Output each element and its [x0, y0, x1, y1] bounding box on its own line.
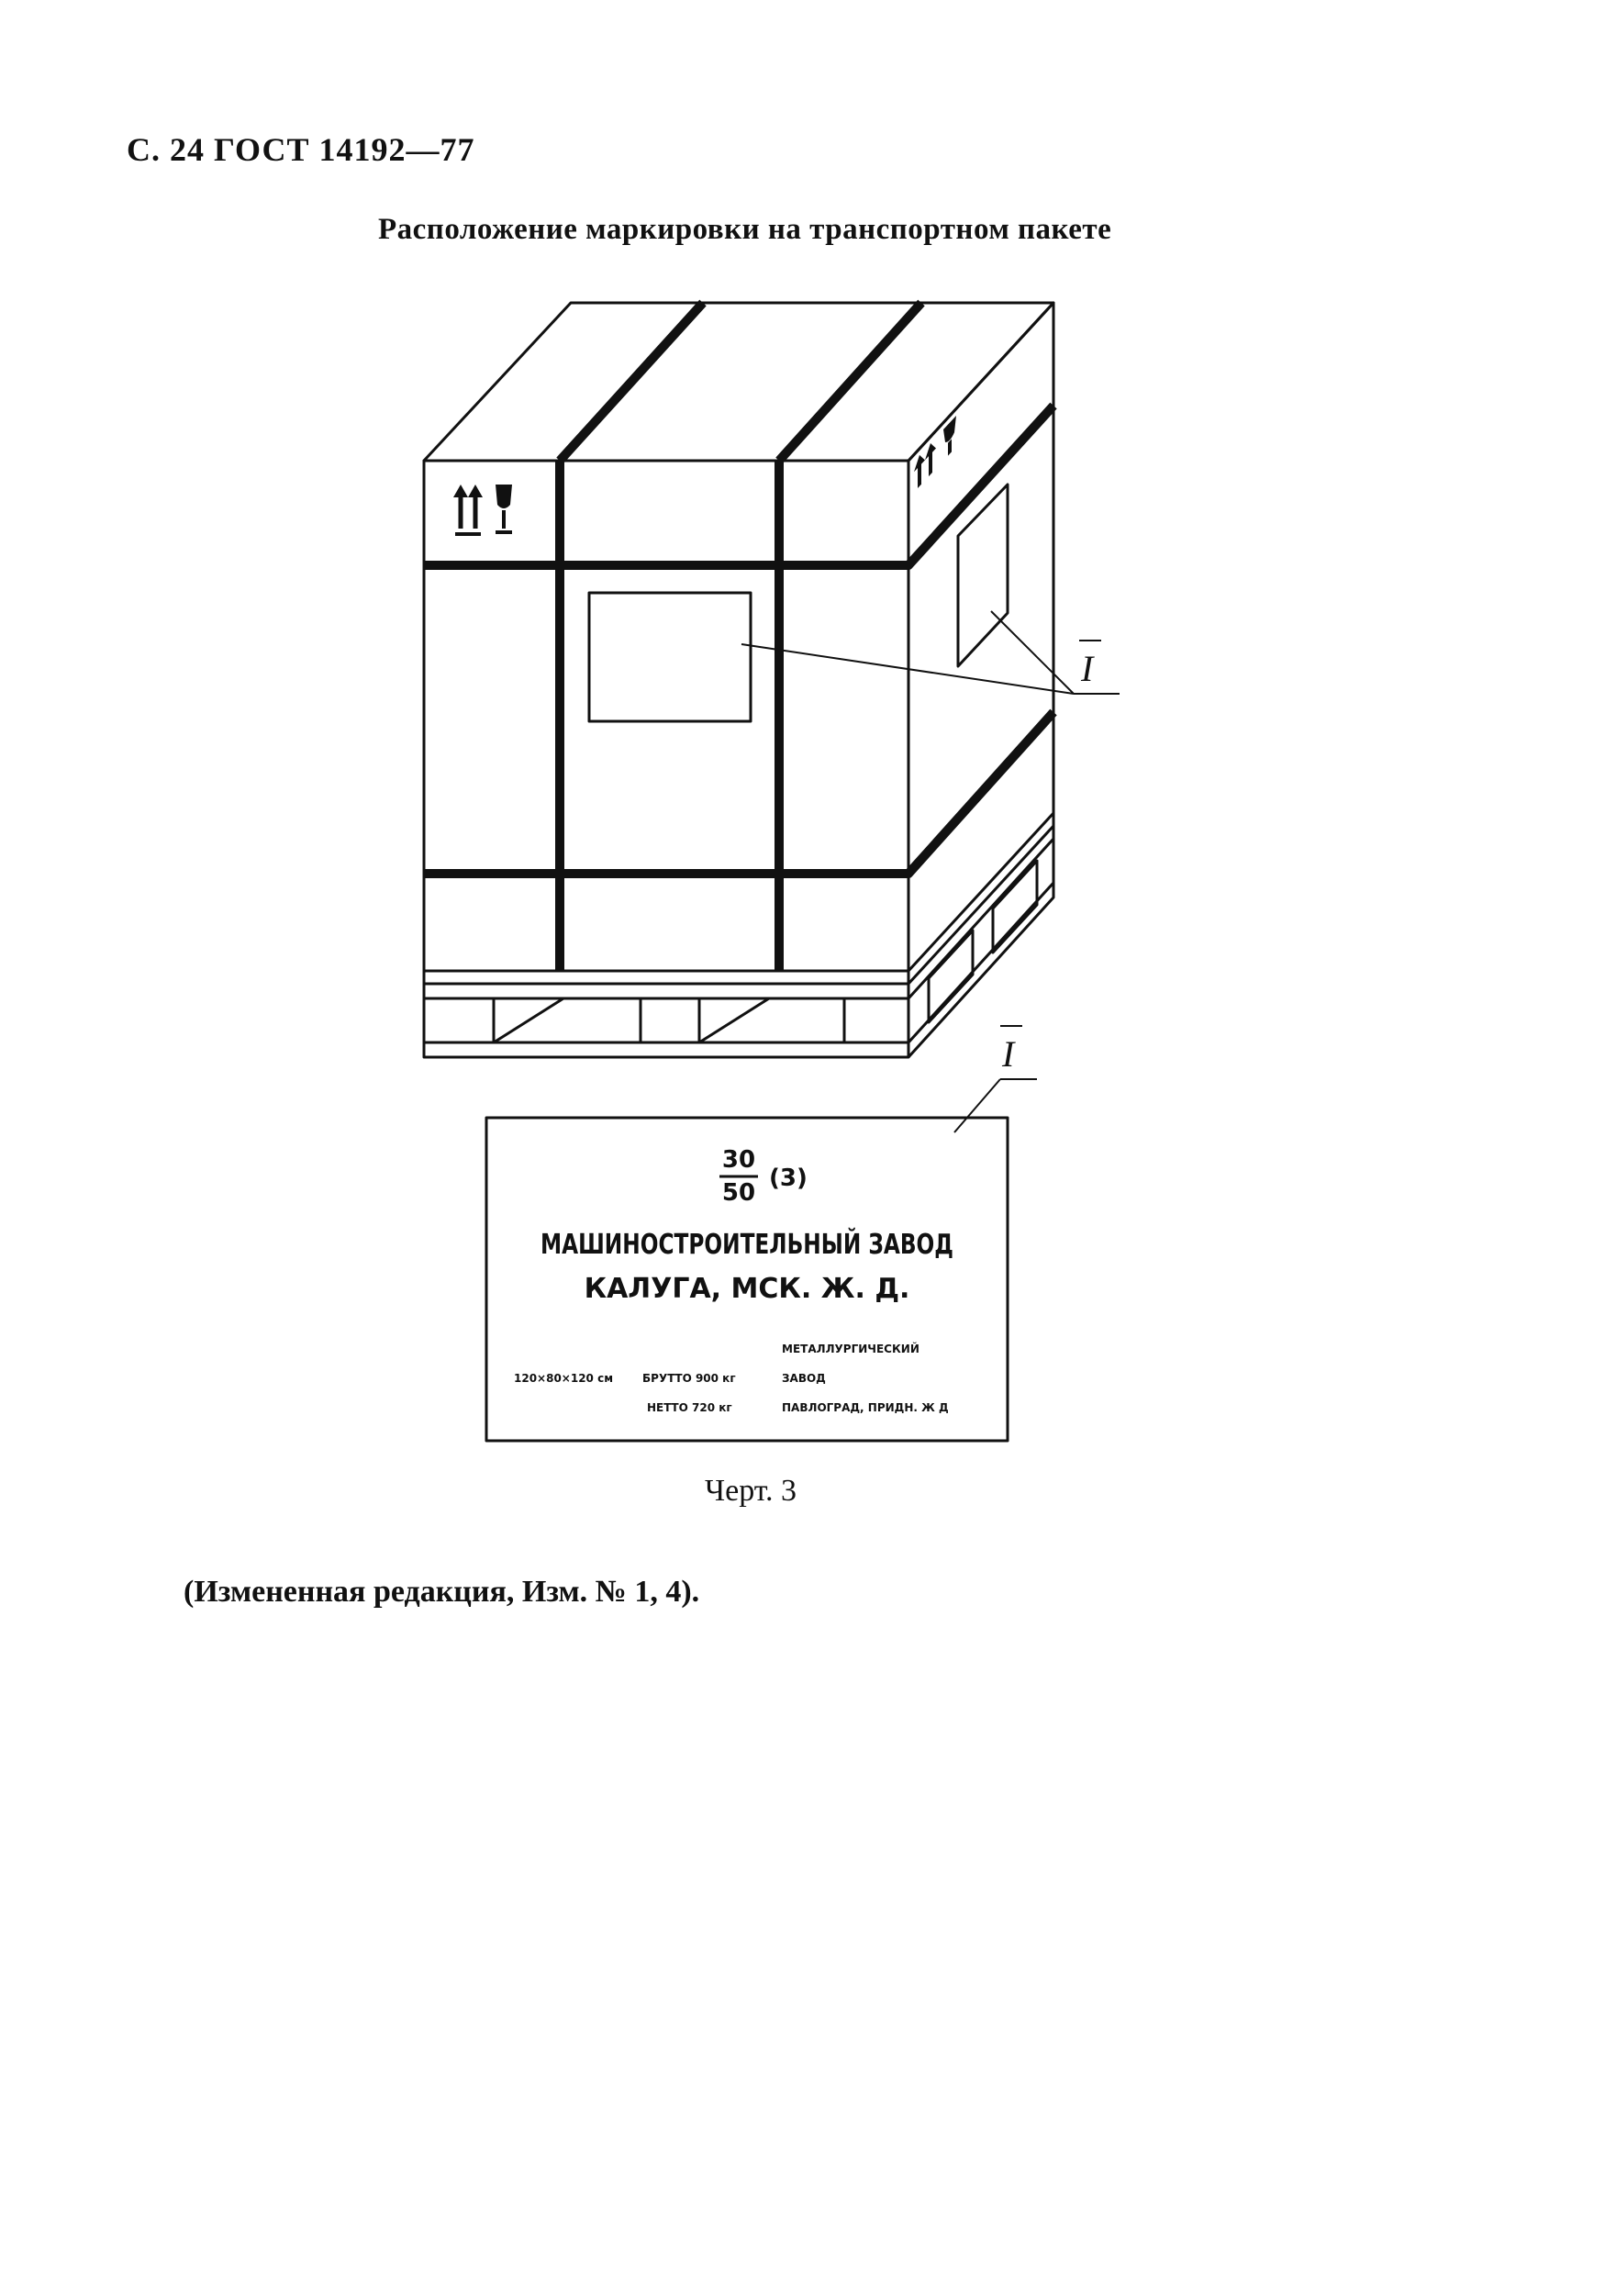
fraction-top: 30 — [721, 1146, 756, 1174]
package-dimensions: 120×80×120 см — [514, 1372, 614, 1385]
figure-title: Расположение маркировки на транспортном пакете — [378, 213, 1112, 246]
sender-name-line1: МЕТАЛЛУРГИЧЕСКИЙ — [782, 1343, 919, 1355]
fragile-glass-icon — [496, 485, 512, 532]
handling-marks-side — [914, 416, 956, 492]
page-header: С. 24 ГОСТ 14192—77 — [127, 131, 475, 168]
gross-weight: БРУТТО 900 кг — [642, 1372, 736, 1385]
this-way-up-icon — [914, 438, 936, 493]
callout-label: I — [1002, 1033, 1015, 1075]
consignee-name: МАШИНОСТРОИТЕЛЬНЫЙ ЗАВОД — [541, 1229, 1075, 1261]
consignee-station: КАЛУГА, МСК. Ж. Д. — [584, 1273, 910, 1305]
fraction-suffix: (3) — [769, 1165, 808, 1192]
figure-caption: Черт. 3 — [705, 1474, 797, 1508]
callout-label: I — [1081, 648, 1094, 689]
pallet — [424, 813, 1053, 1057]
net-weight: НЕТТО 720 кг — [647, 1401, 732, 1414]
top-strap — [560, 303, 921, 461]
vertical-strap — [560, 461, 779, 971]
handling-marks-front — [453, 485, 512, 534]
this-way-up-icon — [453, 485, 483, 534]
revision-note: (Измененная редакция, Изм. № 1, 4). — [184, 1575, 700, 1609]
fraction-bottom: 50 — [721, 1179, 756, 1207]
sender-station: ПАВЛОГРАД, ПРИДН. Ж Д — [782, 1401, 949, 1414]
sender-name-line2: ЗАВОД — [782, 1372, 826, 1385]
